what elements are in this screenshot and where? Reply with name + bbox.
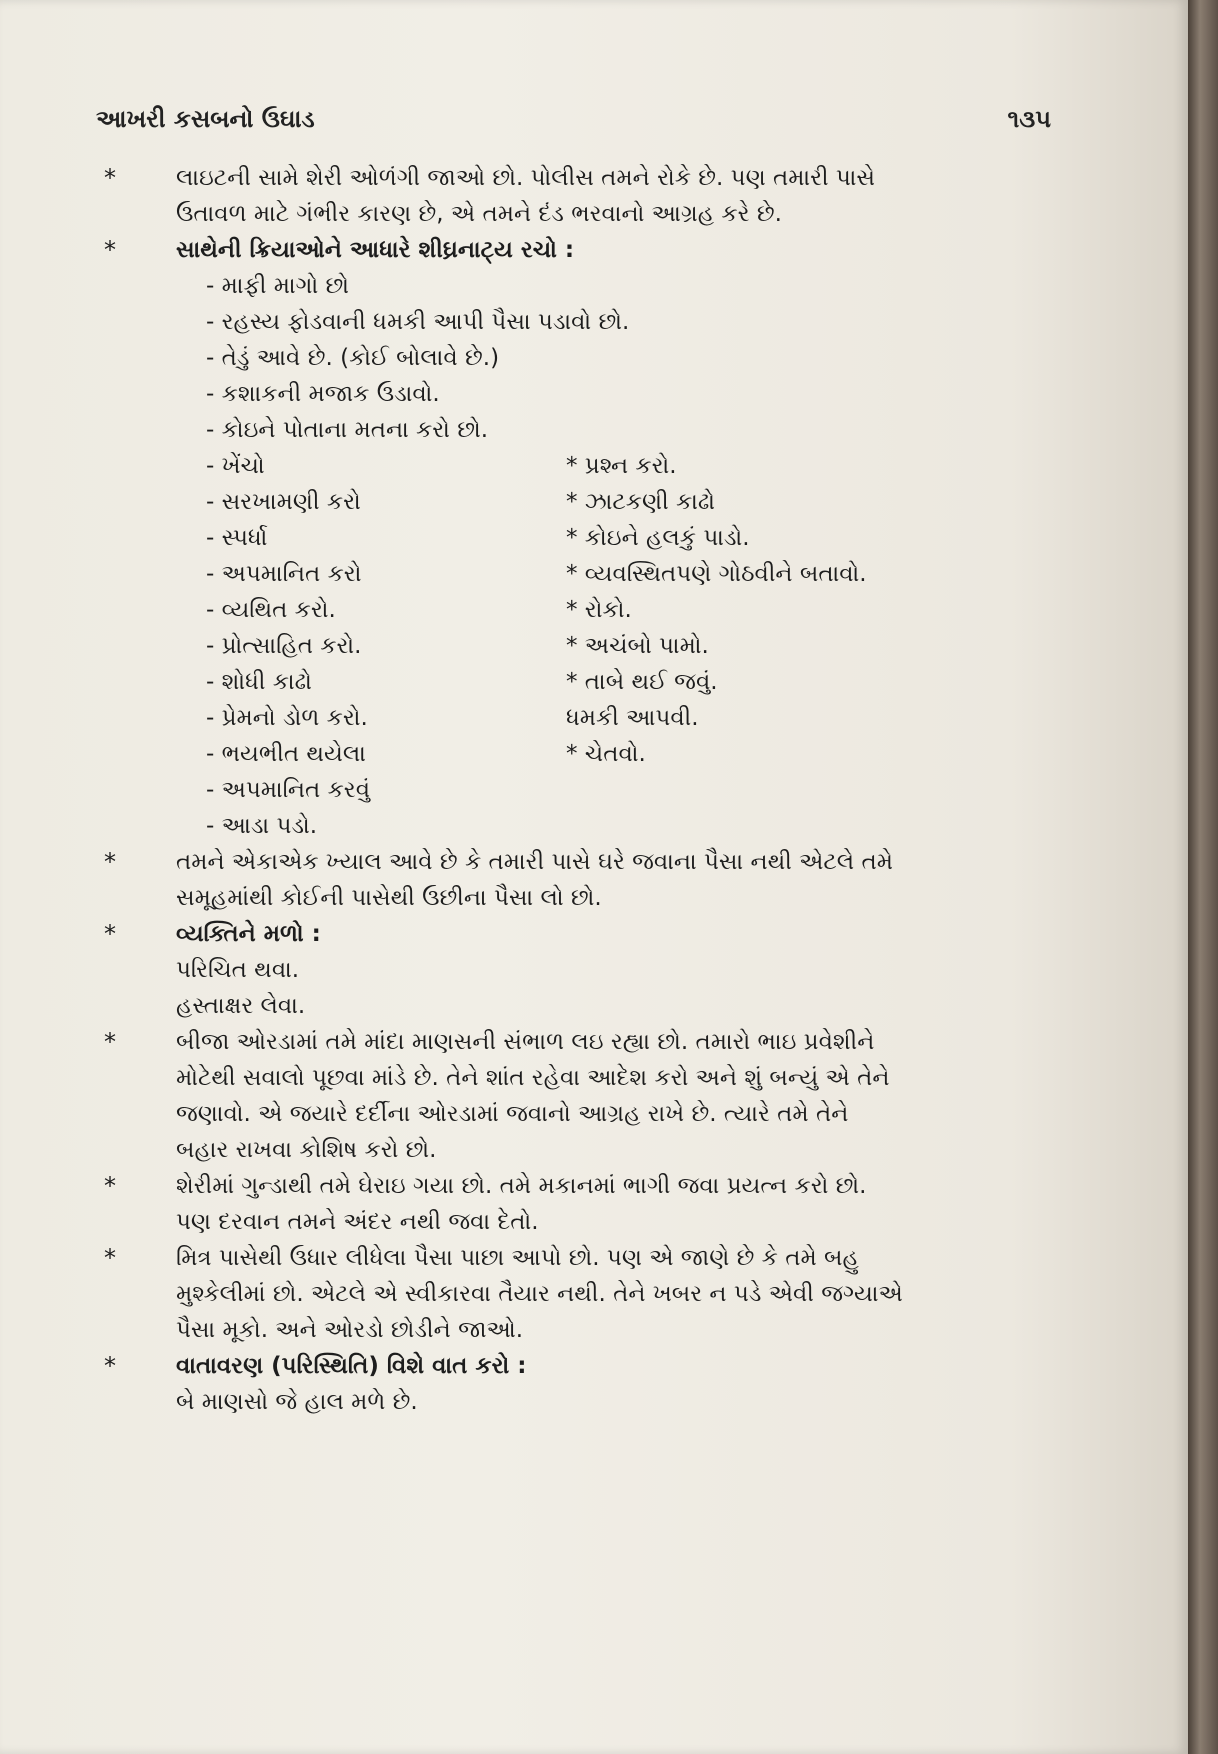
bullet-marker: * — [104, 236, 116, 264]
text-line: ઉતાવળ માટે ગંભીર કારણ છે, એ તમને દંડ ભરવાનો આગ્રહ કરે છે. — [176, 201, 782, 227]
action-item: - કશાકની મજાક ઉડાવો. — [206, 381, 440, 407]
action-left: - ભયભીત થયેલા — [206, 741, 366, 767]
action-right: * પ્રશ્ન કરો. — [566, 453, 677, 479]
bullet-marker: * — [104, 164, 116, 192]
action-left: - શોધી કાઢો — [206, 669, 312, 695]
paragraph-traffic — [96, 160, 1056, 232]
text-line: બહાર રાખવા કોશિષ કરો છો. — [176, 1137, 437, 1163]
action-left: - અપમાનિત કરો — [206, 561, 362, 587]
bullet-marker: * — [104, 1172, 116, 1200]
section-heading: સાથેની ક્રિયાઓને આધારે શીઘ્રનાટ્ય રચો : — [176, 237, 575, 263]
action-item: - કોઇને પોતાના મતના કરો છો. — [206, 417, 489, 443]
text-line: પૈસા મૂકો. અને ઓરડો છોડીને જાઓ. — [176, 1317, 524, 1343]
text-line: તમને એકાએક ખ્યાલ આવે છે કે તમારી પાસે ઘરે જવાના પૈસા નથી એટલે તમે — [176, 849, 893, 875]
action-pair-row — [96, 556, 1056, 592]
bullet-marker: * — [104, 1352, 116, 1380]
text-line: લાઇટની સામે શેરી ઓળંગી જાઓ છો. પોલીસ તમને રોકે છે. પણ તમારી પાસે — [176, 165, 876, 191]
text-line: મિત્ર પાસેથી ઉધાર લીધેલા પૈસા પાછા આપો છો. પણ એ જાણે છે કે તમે બહુ — [176, 1245, 859, 1271]
action-left: - ખેંચો — [206, 453, 265, 479]
bullet-marker: * — [104, 1028, 116, 1056]
action-right: * વ્યવસ્થિતપણે ગોઠવીને બતાવો. — [566, 561, 867, 587]
action-left: - અપમાનિત કરવું — [206, 777, 371, 803]
text-line: હસ્તાક્ષર લેવા. — [176, 993, 306, 1019]
action-pair-row — [96, 628, 1056, 664]
action-left: - સ્પર્ધા — [206, 525, 268, 551]
page-number: ૧૩૫ — [1007, 105, 1051, 133]
text-line: મુશ્કેલીમાં છો. એટલે એ સ્વીકારવા તૈયાર નથી. તેને ખબર ન પડે એવી જગ્યાએ — [176, 1281, 903, 1307]
section-heading: વાતાવરણ (પરિસ્થિતિ) વિશે વાત કરો : — [176, 1353, 527, 1379]
text-line: શેરીમાં ગુન્ડાથી તમે ઘેરાઇ ગયા છો. તમે મકાનમાં ભાગી જવા પ્રયત્ન કરો છો. — [176, 1173, 867, 1199]
action-left: - પ્રેમનો ડોળ કરો. — [206, 705, 368, 731]
paragraph-sick-room — [96, 1024, 1056, 1168]
text-line: બીજા ઓરડામાં તમે માંદા માણસની સંભાળ લઇ રહ્યા છો. તમારો ભાઇ પ્રવેશીને — [176, 1029, 875, 1055]
action-pair-row — [96, 664, 1056, 700]
action-pair-row — [96, 700, 1056, 736]
action-left: - પ્રોત્સાહિત કરો. — [206, 633, 362, 659]
text-line: સમૂહમાંથી કોઈની પાસેથી ઉછીના પૈસા લો છો. — [176, 885, 602, 911]
action-right: * તાબે થઈ જવું. — [566, 669, 718, 695]
action-right: * કોઇને હલકું પાડો. — [566, 525, 750, 551]
bullet-marker: * — [104, 848, 116, 876]
text-line: પરિચિત થવા. — [176, 957, 300, 983]
action-right: * ઝાટકણી કાઢો — [566, 489, 716, 515]
action-item: - માફી માગો છો — [206, 273, 350, 299]
paragraph-improv-actions — [96, 232, 1056, 448]
page-edge-shadow — [1188, 0, 1218, 1754]
action-pair-row — [96, 484, 1056, 520]
page-body — [96, 160, 1056, 1420]
paragraph-borrow-money — [96, 844, 1056, 916]
action-item: - રહસ્ય ફોડવાની ધમકી આપી પૈસા પડાવો છો. — [206, 309, 630, 335]
action-left: - આડા પડો. — [206, 813, 318, 839]
bullet-marker: * — [104, 1244, 116, 1272]
text-line: જણાવો. એ જયારે દર્દીના ઓરડામાં જવાનો આગ્રહ રાખે છે. ત્યારે તમે તેને — [176, 1101, 849, 1127]
action-item: - તેડું આવે છે. (કોઈ બોલાવે છે.) — [206, 345, 500, 371]
action-pair-row — [96, 448, 1056, 484]
section-heading: વ્યક્તિને મળો : — [176, 921, 321, 947]
paragraph-meet-person — [96, 916, 1056, 1024]
text-line: બે માણસો જે હાલ મળે છે. — [176, 1389, 418, 1415]
running-title: આખરી કસબનો ઉઘાડ — [96, 105, 315, 133]
action-pair-row — [96, 808, 1056, 844]
action-right: * ચેતવો. — [566, 741, 646, 767]
page-header — [96, 105, 1051, 145]
action-pair-row — [96, 520, 1056, 556]
action-pair-row — [96, 772, 1056, 808]
paragraph-street-goons — [96, 1168, 1056, 1240]
action-right: * અચંબો પામો. — [566, 633, 709, 659]
action-left: - સરખામણી કરો — [206, 489, 361, 515]
action-right: * રોકો. — [566, 597, 632, 623]
action-left: - વ્યથિત કરો. — [206, 597, 336, 623]
bullet-marker: * — [104, 920, 116, 948]
text-line: મોટેથી સવાલો પૂછવા માંડે છે. તેને શાંત રહેવા આદેશ કરો અને શું બન્યું એ તેને — [176, 1065, 890, 1091]
action-pair-row — [96, 736, 1056, 772]
action-pairs-list — [96, 448, 1056, 844]
paragraph-atmosphere — [96, 1348, 1056, 1420]
action-right: ધમકી આપવી. — [566, 705, 699, 731]
text-line: પણ દરવાન તમને અંદર નથી જવા દેતો. — [176, 1209, 539, 1235]
paragraph-return-money — [96, 1240, 1056, 1348]
action-pair-row — [96, 592, 1056, 628]
